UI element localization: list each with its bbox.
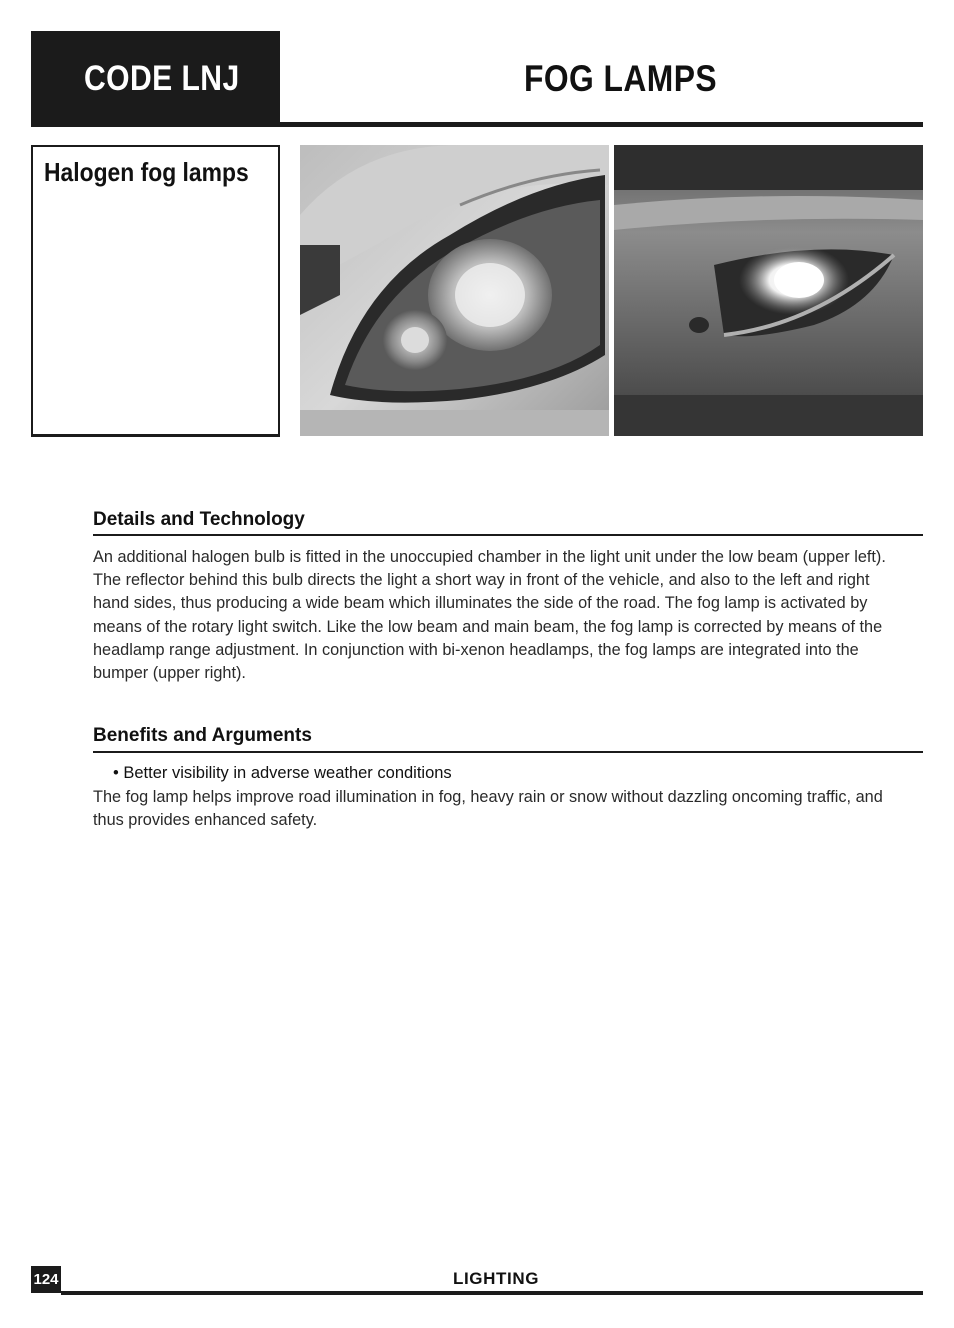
section-heading-details: Details and Technology [93,509,305,530]
fog-lamp-photo [614,145,923,436]
section-rule [93,534,923,536]
code-label: CODE LNJ [84,59,240,98]
header-rule [280,122,923,127]
footer-label: LIGHTING [453,1269,540,1288]
feature-box [31,145,280,437]
page-title: FOG LAMPS [524,58,718,99]
details-body: An additional halogen bulb is fitted in the unoccupied chamber in the light unit under the low beam (upper left). The reflector behind this bulb directs the light a short way in front of the vehicle, and also to the left and right hand sides, thus producing a wide beam which illuminates the side of the road. The fog lamp is activated by means of the rotary light switch. Like the low beam and main beam, the fog lamp is corrected by means of the headlamp range adjustment. In conjunction with bi-xenon headlamps, the fog lamps are integrated into the bumper (upper right). [93,548,886,683]
headlamp-illustration [300,145,609,436]
code-box [31,31,280,127]
headlamp-photo [300,145,609,436]
page-number: 124 [31,1266,61,1293]
section-heading-benefits: Benefits and Arguments [93,725,312,746]
benefit-bullet: • Better visibility in adverse weather conditions [113,764,452,782]
benefits-body: The fog lamp helps improve road illumination in fog, heavy rain or snow without dazzling oncoming traffic, and thus provides enhanced safety. [93,788,883,830]
footer-rule [61,1291,923,1295]
fog-lamp-illustration [614,145,923,436]
section-rule [93,751,923,753]
feature-title: Halogen fog lamps [44,157,249,187]
